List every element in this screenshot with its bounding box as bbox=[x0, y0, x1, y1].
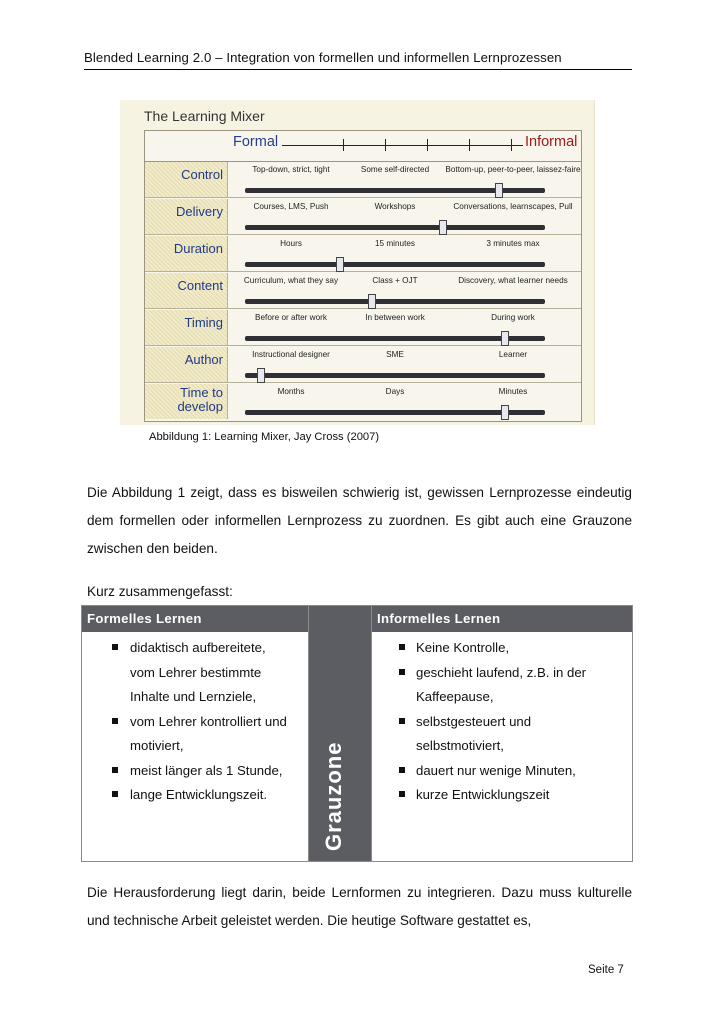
mixer-row bbox=[145, 347, 581, 383]
mixer-slider-track bbox=[245, 373, 545, 378]
figure-caption: Abbildung 1: Learning Mixer, Jay Cross (2007) bbox=[149, 431, 380, 443]
mixer-row-label bbox=[145, 162, 228, 197]
bullet-item: Keine Kontrolle, bbox=[372, 636, 621, 661]
formal-list bbox=[82, 636, 308, 808]
mixer-option: Top-down, strict, tight bbox=[252, 165, 330, 174]
mixer-row bbox=[145, 162, 581, 198]
mixer-row-label bbox=[145, 273, 228, 308]
bullet-item: lange Entwicklungszeit. bbox=[82, 783, 290, 808]
mixer-option: Months bbox=[277, 387, 305, 396]
informal-label: Informal bbox=[525, 134, 578, 150]
bullet-item: vom Lehrer kontrolliert und motiviert, bbox=[82, 710, 290, 759]
comparison-table bbox=[81, 605, 633, 862]
mixer-row-label-text: Timing bbox=[184, 315, 223, 330]
mixer-row bbox=[145, 199, 581, 235]
mixer-row bbox=[145, 310, 581, 346]
mixer-option: Days bbox=[385, 387, 405, 396]
mixer-option: SME bbox=[386, 350, 404, 359]
mixer-option: Curriculum, what they say bbox=[243, 276, 339, 285]
mixer-table bbox=[144, 130, 582, 422]
mixer-option: Workshops bbox=[374, 202, 416, 211]
bullet-item: kurze Entwicklungszeit bbox=[372, 783, 621, 808]
body-paragraph-2: Die Herausforderung liegt darin, beide Lernformen zu integrieren. Dazu muss kulturelle und technische Arbeit geleistet werden. Die heutige Software gestattet es, bbox=[87, 885, 632, 928]
scale-tick bbox=[427, 139, 428, 151]
page-header: Blended Learning 2.0 – Integration von formellen und informellen Lernprozessen bbox=[84, 50, 632, 70]
mixer-option: Courses, LMS, Push bbox=[253, 202, 329, 211]
mixer-row-label bbox=[145, 347, 228, 382]
mixer-row-label bbox=[145, 236, 228, 271]
mixer-slider-knob bbox=[495, 183, 503, 198]
mixer-slider-knob bbox=[439, 220, 447, 235]
formal-label: Formal bbox=[233, 134, 279, 150]
mixer-option: Instructional designer bbox=[252, 350, 330, 359]
scale-tick bbox=[511, 139, 512, 151]
mixer-row-label-text: Delivery bbox=[176, 204, 223, 219]
mixer-row-label-text: Author bbox=[184, 352, 223, 367]
bullet-item: didaktisch aufbereitete, vom Lehrer bestimmte Inhalte und Lernziele, bbox=[82, 636, 290, 710]
mixer-row bbox=[145, 384, 581, 419]
mixer-slider-knob bbox=[368, 294, 376, 309]
mixer-option: Learner bbox=[498, 350, 528, 359]
mixer-row-label bbox=[145, 384, 228, 419]
mixer-slider-track bbox=[245, 262, 545, 267]
mixer-slider-track bbox=[245, 299, 545, 304]
learning-mixer-figure bbox=[120, 100, 595, 425]
mixer-option: In between work bbox=[365, 313, 425, 322]
page-number: Seite 7 bbox=[588, 964, 624, 976]
mixer-option: Bottom-up, peer-to-peer, laissez-faire bbox=[445, 165, 581, 174]
informal-list bbox=[372, 636, 632, 808]
figure-title: The Learning Mixer bbox=[144, 108, 265, 124]
scale-tick bbox=[385, 139, 386, 151]
mixer-option: Hours bbox=[280, 239, 302, 248]
informal-header: Informelles Lernen bbox=[372, 606, 632, 632]
mixer-option: During work bbox=[491, 313, 535, 322]
mixer-slider-knob bbox=[501, 331, 509, 346]
body-paragraph-1: Die Abbildung 1 zeigt, dass es bisweilen schwierig ist, gewissen Lernprozesse eindeutig dem formellen oder informellen Lernprozess zu zuordnen. Es gibt auch eine Grauzone zwischen den beiden. bbox=[87, 485, 632, 556]
informal-column bbox=[371, 605, 633, 862]
formal-column bbox=[81, 605, 309, 862]
mixer-slider-knob bbox=[336, 257, 344, 272]
bullet-item: meist länger als 1 Stunde, bbox=[82, 759, 290, 784]
scale-tick bbox=[343, 139, 344, 151]
mixer-row-label-text: Time to develop bbox=[177, 385, 223, 414]
mixer-slider-track bbox=[245, 225, 545, 230]
mixer-row bbox=[145, 273, 581, 309]
scale-line bbox=[282, 145, 523, 146]
mixer-slider-knob bbox=[257, 368, 265, 383]
mixer-row-label-text: Content bbox=[177, 278, 223, 293]
mixer-option: Minutes bbox=[498, 387, 528, 396]
mixer-option: Discovery, what learner needs bbox=[458, 276, 568, 285]
bullet-item: dauert nur wenige Minuten, bbox=[372, 759, 621, 784]
mixer-row-label bbox=[145, 199, 228, 234]
mixer-option: 15 minutes bbox=[374, 239, 416, 248]
mixer-row-label bbox=[145, 310, 228, 345]
mixer-row-label-text: Control bbox=[181, 167, 223, 182]
grayzone-label: Grauzone bbox=[321, 741, 346, 851]
mixer-option: 3 minutes max bbox=[486, 239, 540, 248]
summary-intro: Kurz zusammengefasst: bbox=[87, 584, 233, 599]
bullet-item: selbstgesteuert und selbstmotiviert, bbox=[372, 710, 621, 759]
mixer-option: Before or after work bbox=[255, 313, 327, 322]
mixer-slider-knob bbox=[501, 405, 509, 420]
scale-tick bbox=[469, 139, 470, 151]
formal-header: Formelles Lernen bbox=[82, 606, 308, 632]
mixer-option: Class + OJT bbox=[372, 276, 418, 285]
mixer-row-label-text: Duration bbox=[173, 241, 223, 256]
mixer-option: Some self-directed bbox=[360, 165, 430, 174]
mixer-option: Conversations, learnscapes, Pull bbox=[453, 202, 573, 211]
bullet-item: geschieht laufend, z.B. in der Kaffeepause, bbox=[372, 661, 621, 710]
formal-informal-scale bbox=[145, 131, 581, 162]
grayzone-column bbox=[309, 605, 371, 862]
mixer-row bbox=[145, 236, 581, 272]
